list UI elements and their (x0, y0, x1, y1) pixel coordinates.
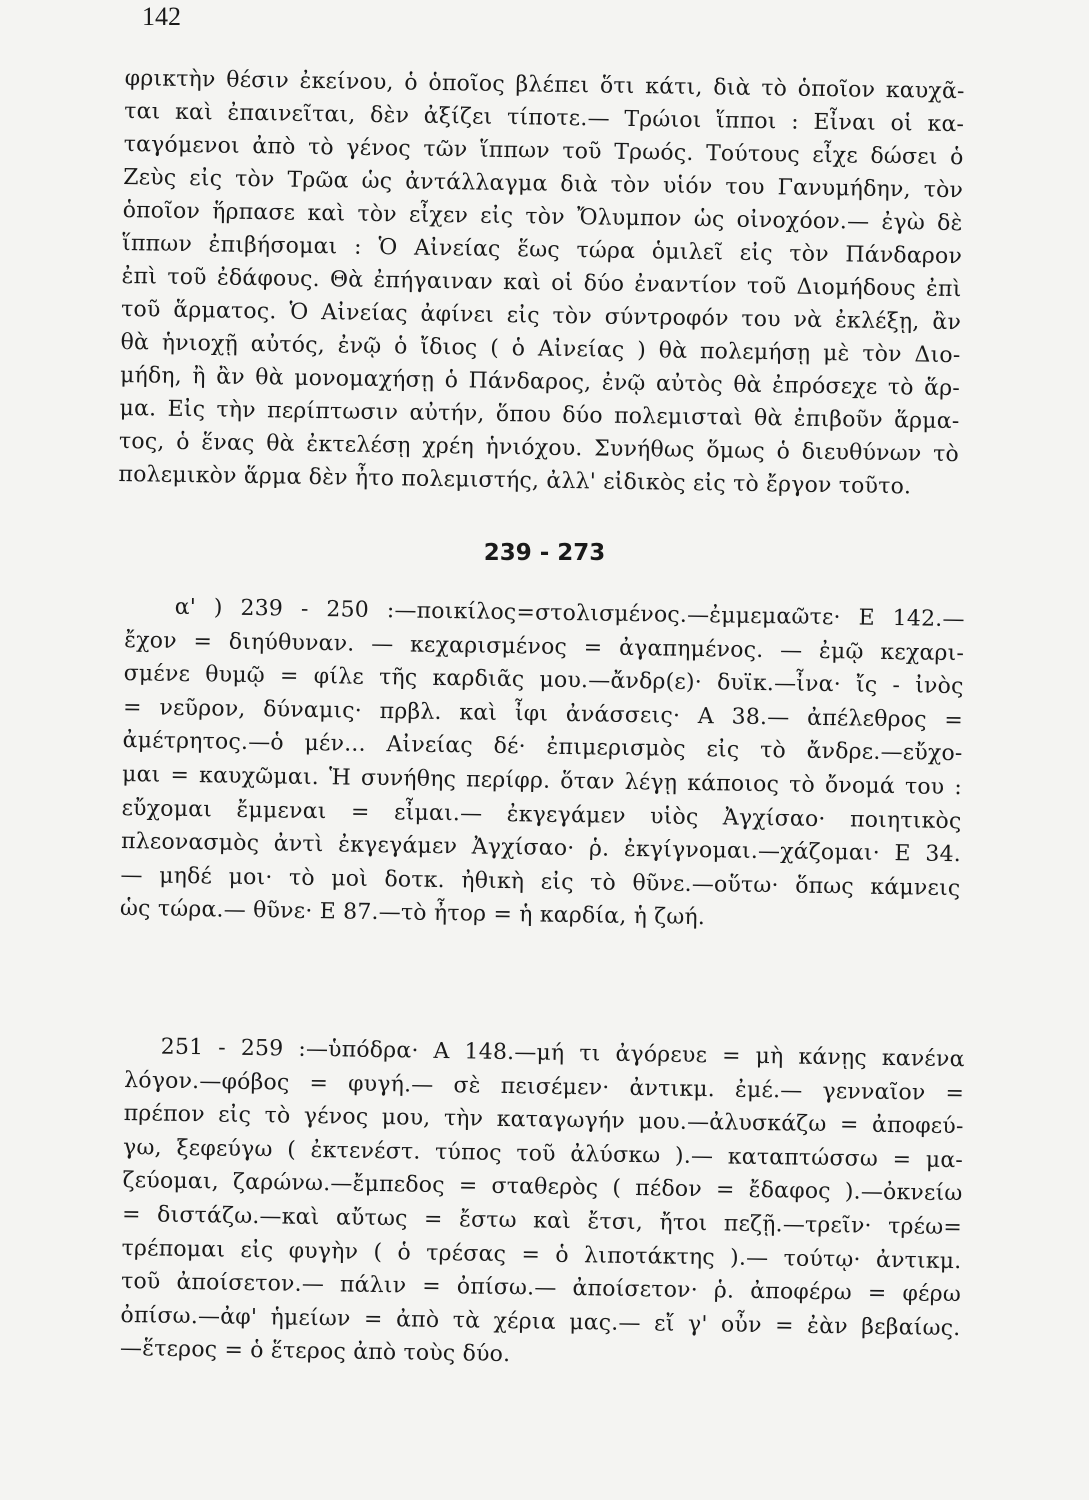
text-line: τοῦ ἀποίσετον.— πάλιν = ὀπίσω.— ἀποίσετον· ῥ. ἀποφέρω = φέρω (120, 1269, 962, 1308)
text-line: πρέπον εἰς τὸ γένος μου, τὴν καταγωγήν μου.—ἀλυσκάζω = ἀποφεύ- (123, 1101, 964, 1140)
text-line: γω, ξεφεύγω ( ἐκτενέστ. τύπος τοῦ ἀλύσκω ).— καταπτώσσω = μα- (122, 1134, 964, 1173)
commentary-paragraph-1 (118, 62, 965, 504)
text-line: ἔχον = διηύθυναν. — κεχαρισμένος = ἀγαπημένος. — ἐμῷ κεχαρι- (124, 627, 965, 666)
text-line: θὰ ἡνιοχῇ αὐτός, ἐνῷ ὁ ἴδιος ( ὁ Αἰνείας ) θὰ πολεμήσῃ μὲ τὸν Διο- (120, 329, 961, 369)
commentary-paragraph-2 (120, 590, 965, 939)
text-line: μήδη, ἢ ἂν θὰ μονομαχήσῃ ὁ Πάνδαρος, ἐνῷ αὐτὸς θὰ ἐπρόσεχε τὸ ἅρ- (119, 362, 961, 402)
section-heading: 239 - 273 (483, 540, 606, 566)
text-line: ἵππων ἐπιβήσομαι : Ὁ Αἰνείας ἕως τώρα ὁμιλεῖ εἰς τὸν Πάνδαρον (121, 230, 963, 270)
text-line: ὀπίσω.—ἀφ' ἡμείων = ἀπὸ τὰ χέρια μας.— εἴ γ' οὖν = ἐὰν βεβαίως. (120, 1302, 961, 1341)
text-line: λόγον.—φόβος = φυγή.— σὲ πεισέμεν· ἀντικμ. ἐμέ.— γενναῖον = (124, 1067, 965, 1106)
text-line: τοῦ ἅρματος. Ὁ Αἰνείας ἀφίνει εἰς τὸν σύντροφόν του νὰ ἐκλέξῃ, ἂν (120, 296, 962, 336)
page-number: 142 (142, 2, 181, 31)
text-line: σμένε θυμῷ = φίλε τῆς καρδιᾶς μου.—ἄνδρ(ε)· δυϊκ.—ἶνα· ἴς - ἰνὸς (123, 661, 964, 700)
text-line: πλεονασμὸς ἀντὶ ἐκγεγάμεν Ἀγχίσαο· ῥ. ἐκγίγνομαι.—χάζομαι· Ε 34. (120, 829, 962, 868)
text-line: μα. Εἰς τὴν περίπτωσιν αὐτήν, ὅπου δύο πολεμισταὶ θὰ ἐπιβοῦν ἅρμα- (119, 395, 960, 435)
text-line: ταγόμενοι ἀπὸ τὸ γένος τῶν ἵππων τοῦ Τρωός. Τούτους εἶχε δώσει ὁ (123, 131, 964, 171)
text-line: ται καὶ ἐπαινεῖται, δὲν ἀξίζει τίποτε.— Τρώιοι ἵπποι : Εἶναι οἱ κα- (124, 98, 965, 138)
text-line: φρικτὴν θέσιν ἐκείνου, ὁ ὁποῖος βλέπει ὅτι κάτι, διὰ τὸ ὁποῖον καυχᾶ- (124, 65, 965, 105)
text-line: Ζεὺς εἰς τὸν Τρῶα ὡς ἀντάλλαγμα διὰ τὸν υἱόν του Γανυμήδην, τὸν (122, 164, 964, 204)
text-line: ὡς τώρα.— θῦνε· Ε 87.—τὸ ἦτορ = ἡ καρδία, ἡ ζωή. (119, 896, 706, 931)
text-line: ἐπὶ τοῦ ἐδάφους. Θὰ ἐπήγαιναν καὶ οἱ δύο ἐναντίον τοῦ Διομήδους ἐπὶ (121, 263, 962, 303)
text-line: ζεύομαι, ζαρώνω.—ἔμπεδος = σταθερὸς ( πέδον = ἔδαφος ).—ὀκνείω (122, 1168, 963, 1207)
text-line: — μηδέ μοι· τὸ μοὶ δοτκ. ἠθικὴ εἰς τὸ θῦνε.—οὕτω· ὅπως κάμνεις (120, 862, 961, 901)
text-line: τος, ὁ ἕνας θὰ ἐκτελέσῃ χρέη ἡνιόχου. Συνήθως ὅμως ὁ διευθύνων τὸ (118, 428, 960, 468)
commentary-paragraph-3 (120, 1030, 965, 1379)
text-line: πολεμικὸν ἅρμα δὲν ἦτο πολεμιστής, ἀλλ' εἰδικὸς εἰς τὸ ἔργον τοῦτο. (118, 461, 912, 500)
text-line: 251 - 259 :—ὑπόδρα· Α 148.—μή τι ἀγόρευε = μὴ κάνῃς κανένα (160, 1034, 965, 1073)
text-line: α' ) 239 - 250 :—ποικίλος=στολισμένος.—ἐμμεμαῶτε· Ε 142.— (174, 594, 965, 633)
text-line: = διστάζω.—καὶ αὔτως = ἔστω καὶ ἔτσι, ἤτοι πεζῇ.—τρεῖν· τρέω= (121, 1201, 963, 1241)
text-line: = νεῦρον, δύναμις· πρβλ. καὶ ἶφι ἀνάσσεις· Α 38.— ἀπέλεθρος = (122, 694, 964, 733)
text-line: ὁποῖον ἥρπασε καὶ τὸν εἶχεν εἰς τὸν Ὄλυμπον ὡς οἰνοχόον.— ἐγὼ δὲ (122, 197, 963, 237)
text-line: ἀμέτρητος.—ὁ μέν... Αἰνείας δέ· ἐπιμερισμὸς εἰς τὸ ἄνδρε.—εὔχο- (122, 728, 963, 767)
text-line: μαι = καυχῶμαι. Ἡ συνήθης περίφρ. ὅταν λέγῃ κάποιος τὸ ὄνομά του : (121, 761, 963, 801)
text-line: —ἕτερος = ὁ ἕτερος ἀπὸ τοὺς δύο. (119, 1336, 511, 1368)
text-line: εὔχομαι ἔμμεναι = εἶμαι.— ἐκγεγάμεν υἱὸς Ἀγχίσαο· ποιητικὸς (121, 795, 962, 834)
text-line: τρέπομαι εἰς φυγὴν ( ὁ τρέσας = ὁ λιποτάκτης ).— τούτῳ· ἀντικμ. (121, 1235, 962, 1274)
